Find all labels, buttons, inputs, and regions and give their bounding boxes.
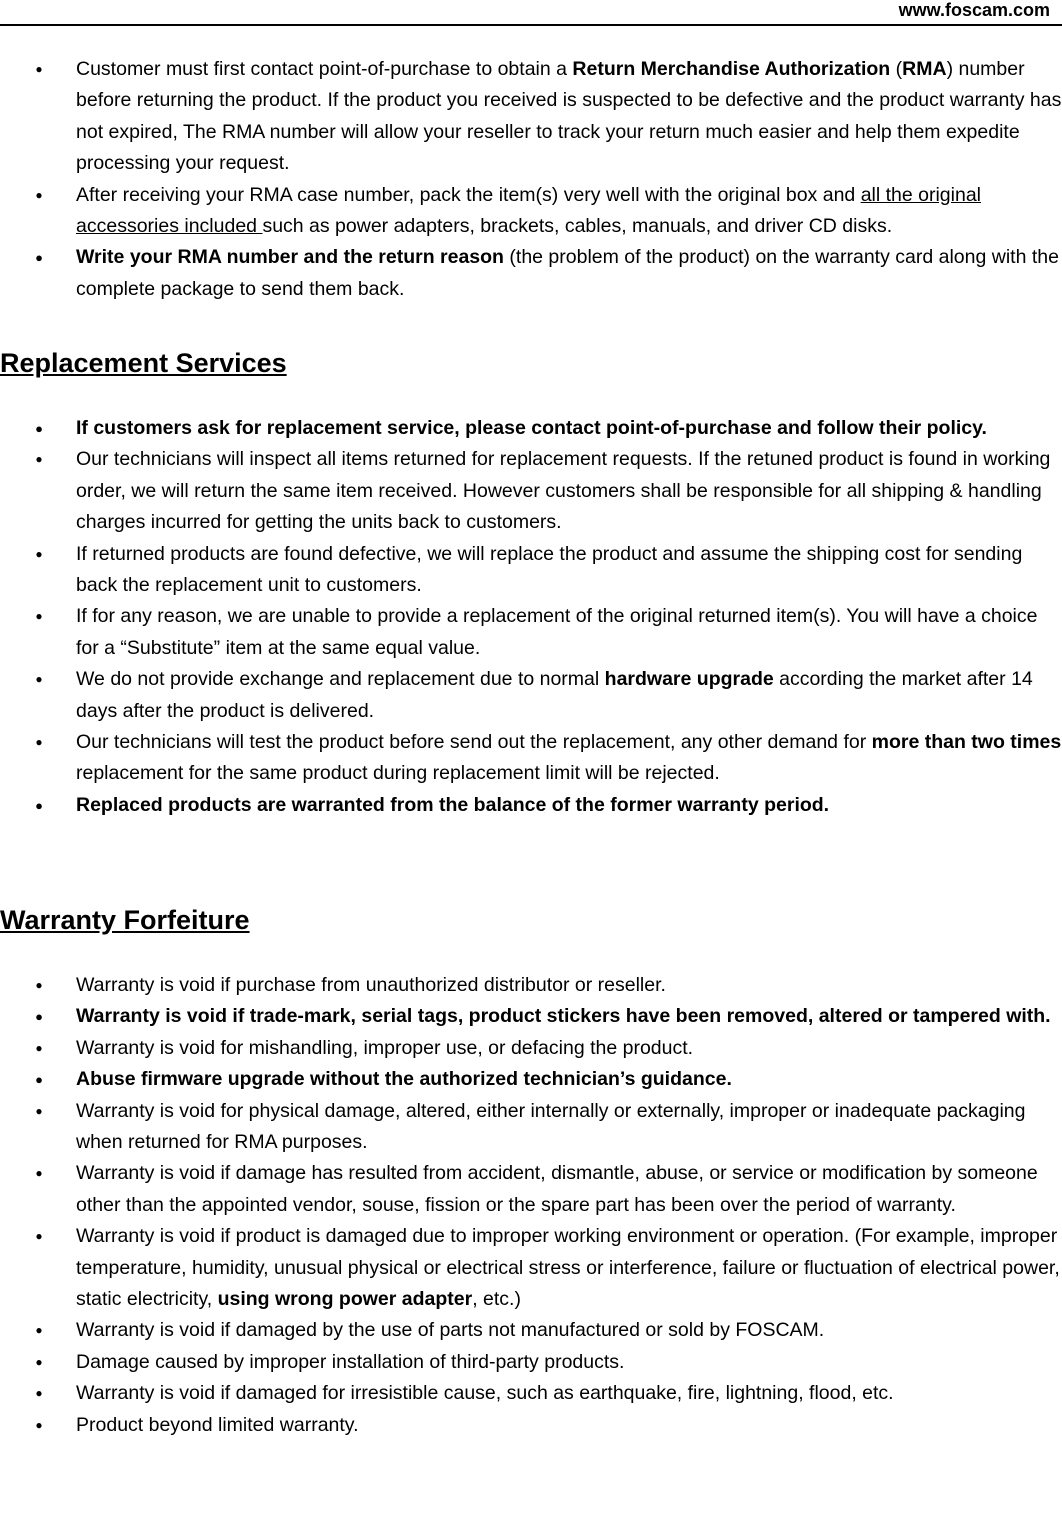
list-item: ● If customers ask for replacement service, please contact point-of-purchase and follow their policy. <box>0 413 1062 444</box>
bullet-icon <box>34 1158 44 1189</box>
bullet-icon <box>34 1347 44 1378</box>
bullet-icon <box>34 54 44 85</box>
list-item: ● Warranty is void for mishandling, improper use, or defacing the product. <box>0 1033 1062 1064</box>
warranty-forfeiture-heading: Warranty Forfeiture <box>0 905 250 935</box>
list-item: ● Warranty is void for physical damage, altered, either internally or externally, improper or inadequate packaging when returned for RMA purposes. <box>0 1096 1062 1159</box>
list-item: ● Our technicians will test the product before send out the replacement, any other demand for more than two times replacement for the same product during replacement limit will be rejected. <box>0 727 1062 790</box>
list-item: ● We do not provide exchange and replacement due to normal hardware upgrade according the market after 14 days after the product is delivered. <box>0 664 1062 727</box>
list-item: ● After receiving your RMA case number, pack the item(s) very well with the original box and all the original accessories included such as power adapters, brackets, cables, manuals, and driver CD disks. <box>0 180 1062 243</box>
list-item: ● Abuse firmware upgrade without the authorized technician’s guidance. <box>0 1064 1062 1095</box>
forfeiture-list <box>0 970 1062 1441</box>
bullet-icon <box>34 1001 44 1032</box>
list-item: ● Product beyond limited warranty. <box>0 1410 1062 1441</box>
bullet-icon <box>34 970 44 1001</box>
bullet-icon <box>34 242 44 273</box>
bullet-icon <box>34 180 44 211</box>
list-item: ● Warranty is void if purchase from unauthorized distributor or reseller. <box>0 970 1062 1001</box>
bullet-icon <box>34 1096 44 1127</box>
list-item: ● Write your RMA number and the return reason (the problem of the product) on the warranty card along with the complete package to send them back. <box>0 242 1062 305</box>
list-item: ● Warranty is void if damage has resulted from accident, dismantle, abuse, or service or modification by someone other than the appointed vendor, souse, fission or the spare part has been over the period of warranty. <box>0 1158 1062 1221</box>
replacement-services-heading: Replacement Services <box>0 348 287 378</box>
rma-list <box>0 54 1062 305</box>
bullet-icon <box>34 727 44 758</box>
bullet-icon <box>34 539 44 570</box>
bullet-icon <box>34 1033 44 1064</box>
list-item: ● Damage caused by improper installation of third-party products. <box>0 1347 1062 1378</box>
bullet-icon <box>34 664 44 695</box>
list-item: ● Warranty is void if product is damaged due to improper working environment or operation. (For example, improper temperature, humidity, unusual physical or electrical stress or interference, failure or fluctuation of electrical power, static electricity, using wrong power adapter, etc.) <box>0 1221 1062 1315</box>
list-item: ● Warranty is void if trade-mark, serial tags, product stickers have been removed, altered or tampered with. <box>0 1001 1062 1032</box>
list-item: ● Customer must first contact point-of-purchase to obtain a Return Merchandise Authorization (RMA) number before returning the product. If the product you received is suspected to be defective and the product warranty has not expired, The RMA number will allow your reseller to track your return much easier and help them expedite processing your request. <box>0 54 1062 180</box>
bullet-icon <box>34 601 44 632</box>
list-item: ● Warranty is void if damaged by the use of parts not manufactured or sold by FOSCAM. <box>0 1315 1062 1346</box>
replacement-list <box>0 413 1062 821</box>
list-item: ● If for any reason, we are unable to provide a replacement of the original returned item(s). You will have a choice for a “Substitute” item at the same equal value. <box>0 601 1062 664</box>
page-header <box>0 0 1062 26</box>
bullet-icon <box>34 1378 44 1409</box>
bullet-icon <box>34 444 44 475</box>
bullet-icon <box>34 413 44 444</box>
list-item: ● Warranty is void if damaged for irresistible cause, such as earthquake, fire, lightning, flood, etc. <box>0 1378 1062 1409</box>
list-item: ● If returned products are found defective, we will replace the product and assume the shipping cost for sending back the replacement unit to customers. <box>0 539 1062 602</box>
bullet-icon <box>34 790 44 821</box>
list-item: ● Replaced products are warranted from the balance of the former warranty period. <box>0 790 1062 821</box>
header-url[interactable]: www.foscam.com <box>898 0 1050 20</box>
bullet-icon <box>34 1410 44 1441</box>
bullet-icon <box>34 1221 44 1252</box>
list-item: ● Our technicians will inspect all items returned for replacement requests. If the retuned product is found in working order, we will return the same item received. However customers shall be responsible for all shipping & handling charges incurred for getting the units back to customers. <box>0 444 1062 538</box>
bullet-icon <box>34 1064 44 1095</box>
bullet-icon <box>34 1315 44 1346</box>
